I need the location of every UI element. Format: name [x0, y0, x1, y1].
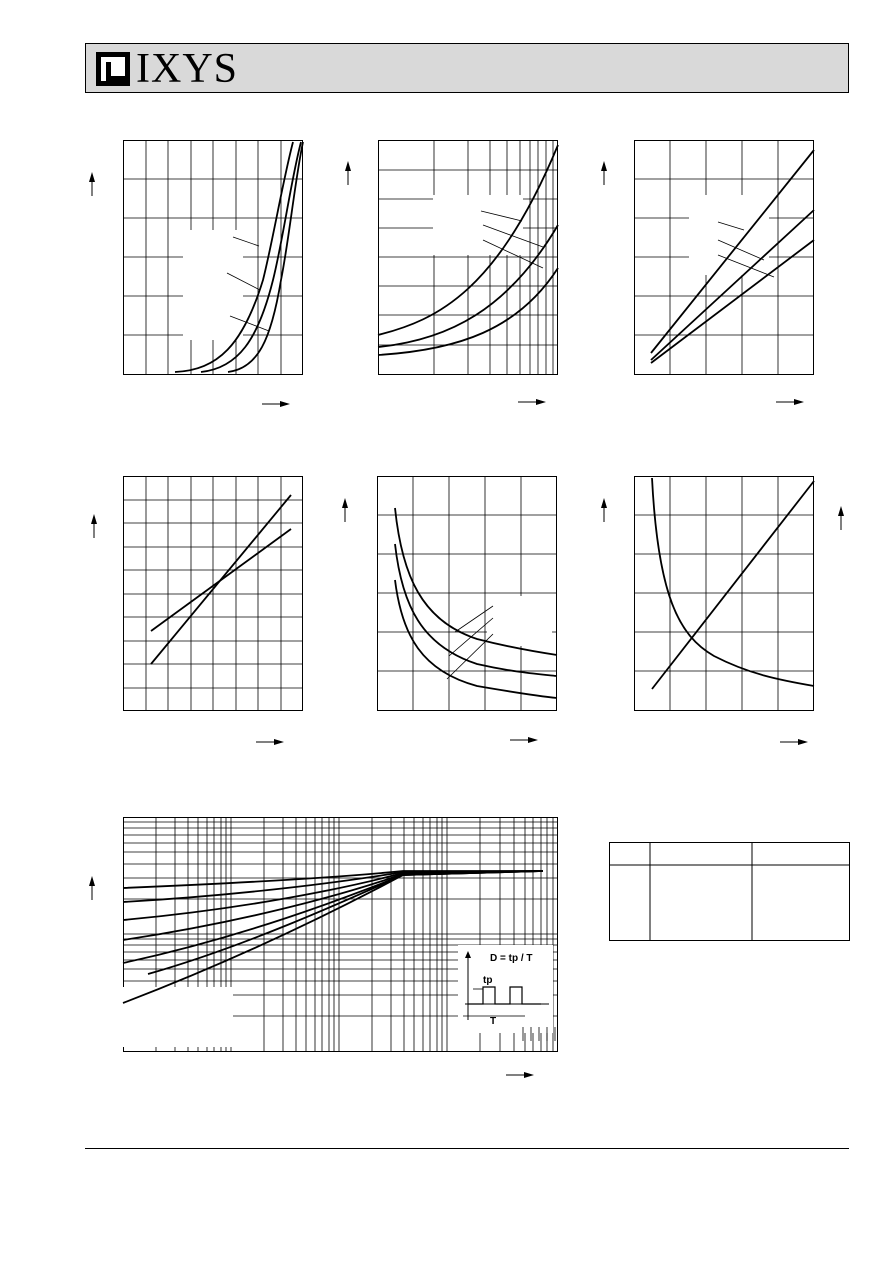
parameter-table [609, 842, 851, 942]
y-axis-arrow-icon [89, 172, 95, 182]
x-axis-arrow-icon [280, 401, 290, 407]
x-axis-arrow-icon [794, 399, 804, 405]
inset-tp-label: tp [483, 975, 493, 986]
x-axis-arrow-icon [528, 737, 538, 743]
table-border [610, 843, 850, 941]
y-axis-arrow-icon [601, 498, 607, 508]
x-axis-arrow-icon [536, 399, 546, 405]
y-axis-arrow-icon [345, 161, 351, 171]
brand-name: IXYS [136, 46, 239, 92]
x-axis-arrow-icon [798, 739, 808, 745]
y-axis-arrow-icon [342, 498, 348, 508]
y-axis-arrow-icon [91, 514, 97, 524]
inset-period-label: T [490, 1016, 497, 1027]
x-axis-arrow-icon [274, 739, 284, 745]
inset-duty-formula: D = tp / T [490, 953, 533, 964]
y-axis-arrow-icon [601, 161, 607, 171]
x-axis-arrow-icon [524, 1072, 534, 1078]
y-axis-arrow-icon [838, 506, 844, 516]
y-axis-arrow-icon [89, 876, 95, 886]
footer-rule [85, 1148, 849, 1149]
